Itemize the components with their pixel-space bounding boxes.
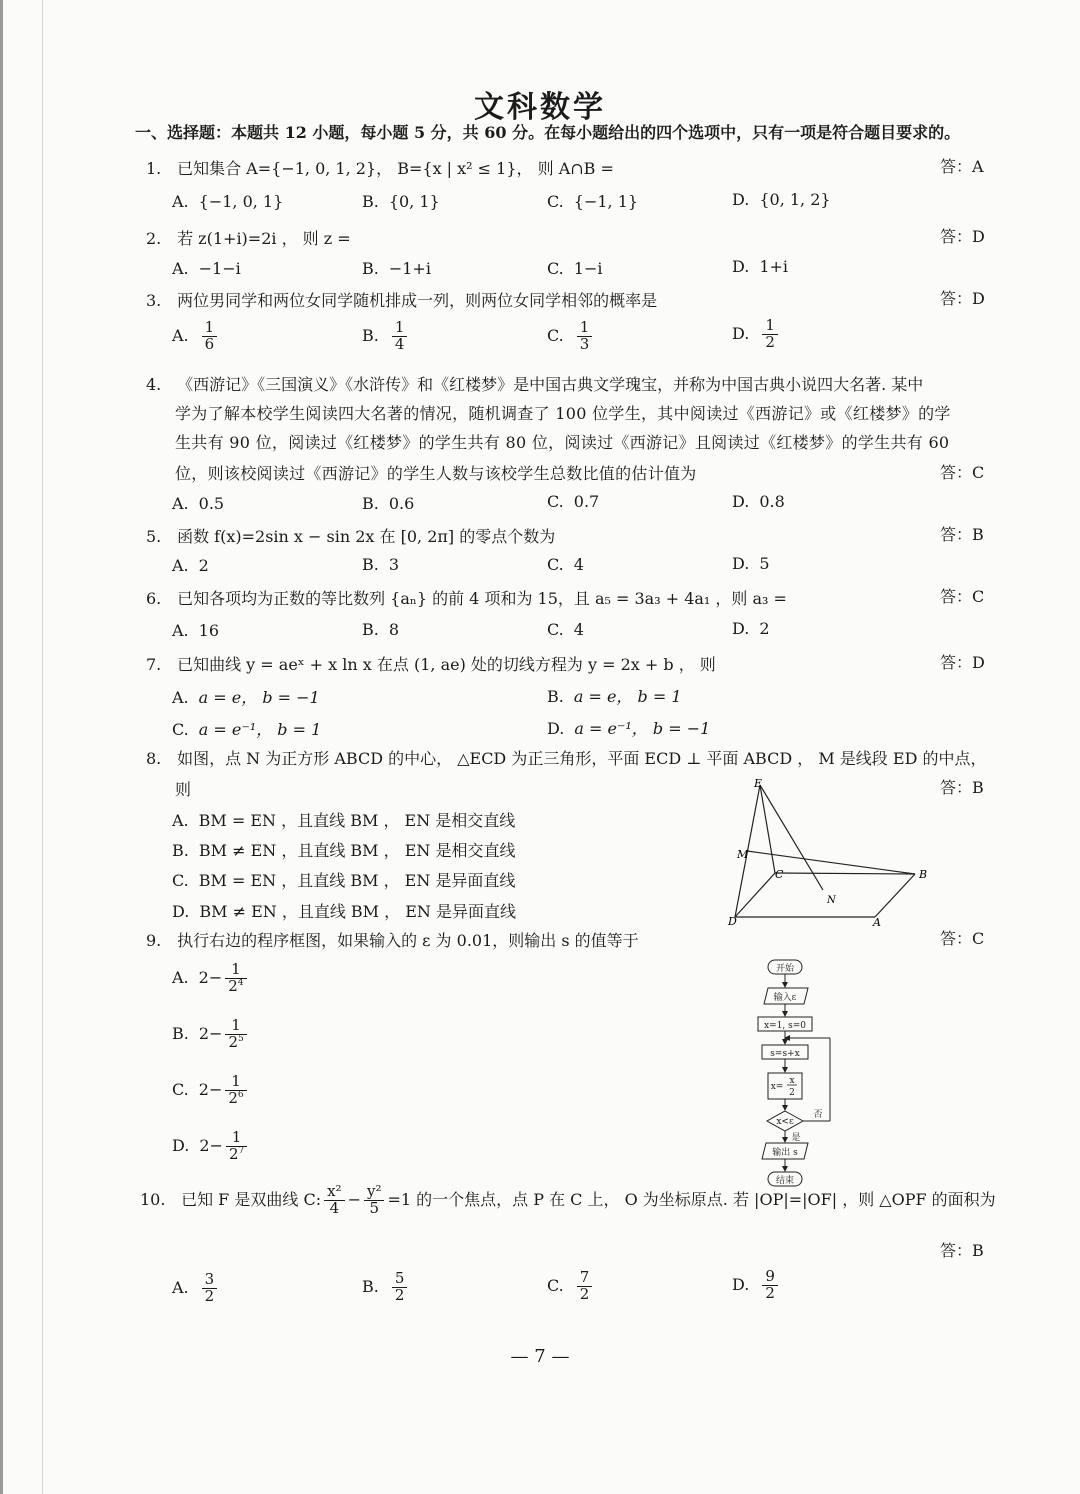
option-a (172, 685, 320, 708)
question-3 (146, 288, 657, 311)
question-stem-continued: =1 的一个焦点，点 P 在 C 上， O 为坐标原点. 若 |OP|=|OF| ，则 △OPF 的面积为 (387, 1189, 996, 1209)
option-b (362, 494, 414, 513)
vertex-label-n: N (827, 895, 836, 906)
option-label: A. (172, 494, 189, 513)
question-number: 2. (146, 229, 162, 248)
edge-CB (775, 873, 915, 874)
option-b (172, 838, 516, 861)
option-d (172, 1130, 250, 1163)
option-label: A. (172, 325, 189, 345)
flow-yes-label: 是 (791, 1133, 801, 1143)
option-a (172, 259, 241, 278)
option-label: A. (172, 811, 189, 830)
flow-init-text: x=1, s=0 (764, 1021, 806, 1031)
option-b (362, 259, 431, 278)
flow-output-text: 输出 s (772, 1148, 798, 1158)
option-b (362, 192, 440, 211)
question-number: 1. (146, 159, 162, 178)
option-label: A. (172, 621, 189, 640)
vertex-label-a: A (873, 916, 881, 929)
option-c (547, 620, 584, 639)
option-label: A. (172, 1277, 189, 1297)
option-label: A. (172, 192, 189, 211)
option-text: 3 (388, 555, 400, 574)
question-6 (146, 586, 787, 609)
option-label: C. (547, 259, 564, 278)
answer-2: 答：D (940, 227, 985, 246)
question-number: 4. (146, 375, 162, 394)
option-d (732, 1269, 781, 1302)
question-4 (146, 372, 923, 395)
question-2 (146, 226, 351, 249)
option-text: 0.8 (759, 492, 785, 511)
option-text: 0.6 (388, 494, 415, 513)
option-d (732, 492, 785, 511)
option-b (172, 1018, 250, 1051)
option-text: {0, 1} (388, 192, 440, 211)
option-text: 16 (198, 621, 219, 640)
vertex-label-m: M (737, 848, 749, 861)
option-text: −1−i (198, 259, 241, 278)
question-stem: 《西游记》《三国演义》《水浒传》和《红楼梦》是中国古典文学瑰宝，并称为中国古典小说四大名著. 某中 (177, 375, 924, 394)
denominator: 5 (369, 1198, 379, 1217)
option-d (172, 899, 516, 922)
question-stem: 已知集合 A={−1, 0, 1, 2}， B={x | x² ≤ 1}， 则 A∩B = (177, 159, 614, 178)
flow-input-text: 输入ε (773, 993, 797, 1003)
vertex-label-c: C (775, 868, 784, 881)
option-text: a = e⁻¹， b = −1 (574, 719, 711, 738)
option-b (362, 320, 410, 353)
option-label: D. (732, 323, 750, 343)
numerator: 1 (762, 318, 778, 335)
option-a (172, 556, 209, 575)
option-label: B. (362, 494, 379, 513)
base: 2 (228, 976, 238, 995)
numerator: 1 (225, 1018, 246, 1035)
option-label: A. (172, 967, 189, 987)
question-stem-line: 生共有 90 位，阅读过《红楼梦》的学生共有 80 位，阅读过《西游记》且阅读过《红楼梦》的学生共有 60 (175, 433, 950, 452)
option-c (172, 717, 321, 740)
option-d (732, 554, 770, 573)
base: 2 (228, 1144, 239, 1163)
exponent: 6 (237, 1089, 244, 1100)
scan-edge (0, 0, 3, 1494)
fraction (577, 1270, 593, 1303)
fraction (577, 320, 593, 353)
exponent: 7 (238, 1145, 245, 1156)
option-d (732, 257, 788, 276)
answer-8: 答：B (940, 778, 984, 797)
fraction (226, 1130, 247, 1163)
option-b (547, 684, 682, 707)
option-label: B. (362, 555, 379, 574)
option-label: B. (362, 259, 379, 278)
option-text: a = e⁻¹， b = 1 (198, 720, 322, 739)
option-label: B. (172, 1023, 189, 1043)
option-label: D. (172, 902, 190, 921)
fraction (392, 320, 408, 353)
exponent: 5 (237, 1033, 244, 1044)
option-c (547, 192, 638, 211)
option-label: D. (732, 257, 750, 276)
option-label: B. (362, 620, 379, 639)
option-text: a = e， b = −1 (198, 688, 320, 707)
numerator: 3 (202, 1272, 218, 1289)
question-number: 10. (140, 1189, 166, 1209)
option-c (172, 868, 515, 891)
option-label: D. (732, 190, 750, 209)
option-a (172, 192, 283, 211)
fraction (762, 1269, 778, 1302)
denominator (225, 976, 246, 995)
numerator: 1 (392, 320, 408, 337)
option-text: 0.7 (573, 492, 600, 511)
answer-10: 答：B (940, 1241, 984, 1260)
question-10 (140, 1184, 996, 1217)
numerator: 1 (225, 1074, 246, 1091)
option-text: 2− (198, 1023, 223, 1043)
numerator: 1 (577, 320, 593, 337)
option-text: −1+i (388, 259, 431, 278)
option-label: C. (172, 720, 189, 739)
option-c (547, 1270, 595, 1303)
denominator: 2 (765, 332, 775, 351)
flow-update-s-text: s=s+x (770, 1049, 800, 1059)
option-text: BM = EN ，且直线 BM ， EN 是异面直线 (198, 871, 516, 890)
denominator: 4 (394, 334, 405, 353)
option-text: {−1, 0, 1} (198, 192, 284, 211)
answer-1: 答：A (940, 157, 984, 176)
option-d (732, 318, 781, 351)
page-title: 文科数学 (474, 90, 606, 125)
flow-start-text: 开始 (775, 964, 795, 974)
option-label: B. (362, 325, 379, 345)
fraction (324, 1184, 344, 1217)
question-9 (146, 928, 639, 951)
question-stem: 函数 f(x)=2sin x − sin 2x 在 [0, 2π] 的零点个数为 (177, 527, 556, 546)
option-b (362, 620, 399, 639)
option-text: BM ≠ EN ，且直线 BM ， EN 是异面直线 (199, 902, 516, 921)
option-text: 2− (198, 967, 223, 987)
option-a (172, 494, 224, 513)
denominator (225, 1032, 246, 1051)
denominator (226, 1144, 247, 1163)
edge-DC (735, 873, 775, 917)
flow-no-label: 否 (813, 1110, 823, 1120)
option-c (547, 492, 599, 511)
fraction (225, 1018, 246, 1051)
option-text: 2− (199, 1135, 223, 1155)
question-number: 9. (146, 931, 162, 950)
fraction (392, 1271, 408, 1304)
option-text: 8 (388, 620, 400, 639)
fraction (225, 962, 246, 995)
numerator: 1 (226, 1130, 247, 1147)
question-stem-line: 则 (175, 780, 192, 799)
option-d (547, 716, 710, 739)
flow-update-x-lhs: x= (770, 1082, 784, 1092)
geometry-figure (725, 775, 928, 930)
flow-end-text: 结束 (775, 1176, 795, 1186)
numerator: 9 (762, 1269, 778, 1286)
option-label: D. (732, 492, 750, 511)
question-stem: 两位男同学和两位女同学随机排成一列，则两位女同学相邻的概率是 (177, 291, 658, 310)
binding-line (42, 0, 43, 1494)
denominator (225, 1088, 246, 1107)
vertex-label-e: E (754, 777, 763, 790)
question-stem: 若 z(1+i)=2i ， 则 z = (177, 229, 351, 248)
question-1 (146, 156, 614, 179)
numerator: 1 (225, 962, 246, 979)
option-text: 1−i (573, 259, 603, 278)
option-text: a = e， b = 1 (573, 687, 682, 706)
edge-AB (875, 874, 915, 917)
option-text: {−1, 1} (573, 192, 639, 211)
denominator: 6 (204, 334, 215, 353)
option-text: 5 (759, 554, 770, 573)
fraction (364, 1184, 385, 1217)
question-stem-line: 位，则该校阅读过《西游记》的学生人数与该校学生总数比值的估计值为 (175, 464, 697, 483)
option-c (547, 259, 602, 278)
option-label: D. (732, 1274, 750, 1294)
vertex-label-d: D (728, 915, 737, 928)
option-text: BM = EN ，且直线 BM ， EN 是相交直线 (198, 811, 516, 830)
flowchart (750, 958, 840, 1190)
option-label: A. (172, 259, 189, 278)
question-number: 5. (146, 527, 162, 546)
option-label: B. (547, 687, 564, 706)
fraction (202, 1272, 218, 1305)
answer-6: 答：C (940, 587, 985, 606)
fraction (225, 1074, 246, 1107)
flow-update-x-den: 2 (789, 1088, 795, 1098)
exponent: 4 (237, 977, 244, 988)
question-stem-line: 学为了解本校学生阅读四大名著的情况，随机调查了 100 位学生，其中阅读过《西游记》或《红楼梦》的学 (175, 404, 951, 423)
option-label: C. (547, 620, 564, 639)
numerator: x² (324, 1184, 344, 1201)
option-text: 4 (573, 555, 584, 574)
option-label: B. (362, 1276, 379, 1296)
question-stem: 如图，点 N 为正方形 ABCD 的中心， △ECD 为正三角形，平面 ECD ⊥ 平面 ABCD ， M 是线段 ED 的中点， (177, 749, 987, 768)
question-8 (146, 746, 987, 769)
denominator: 4 (329, 1198, 340, 1217)
option-label: D. (547, 719, 565, 738)
option-b (362, 1271, 410, 1304)
answer-9: 答：C (940, 929, 985, 948)
option-label: C. (547, 325, 564, 345)
question-7 (146, 652, 716, 675)
minus-sign: − (347, 1189, 361, 1209)
option-label: B. (362, 192, 379, 211)
answer-4: 答：C (940, 463, 985, 482)
question-number: 3. (146, 291, 162, 310)
question-stem: 已知各项均为正数的等比数列 {aₙ} 的前 4 项和为 15，且 a₅ = 3a₃ + 4a₁ ，则 a₃ = (177, 589, 787, 608)
option-text: BM ≠ EN ，且直线 BM ， EN 是相交直线 (198, 841, 516, 860)
option-label: D. (732, 554, 750, 573)
numerator: y² (364, 1184, 385, 1201)
numerator: 7 (577, 1270, 593, 1287)
flow-condition-text: x<ε (776, 1117, 794, 1127)
flow-update-x-num: x (789, 1076, 795, 1086)
denominator: 2 (765, 1283, 775, 1302)
option-label: D. (732, 619, 750, 638)
option-d (732, 190, 831, 209)
page-number: — 7 — (510, 1346, 570, 1367)
option-a (172, 962, 250, 995)
option-c (172, 1074, 250, 1107)
option-label: C. (547, 1275, 564, 1295)
denominator: 2 (579, 1284, 590, 1303)
question-number: 7. (146, 655, 162, 674)
answer-3: 答：D (940, 289, 985, 308)
denominator: 3 (579, 334, 590, 353)
question-stem: 已知曲线 y = aeˣ + x ln x 在点 (1, ae) 处的切线方程为 y = 2x + b ， 则 (177, 655, 716, 674)
option-text: 2 (759, 619, 770, 638)
numerator: 5 (392, 1271, 408, 1288)
fraction (762, 318, 778, 351)
answer-5: 答：B (940, 525, 984, 544)
option-label: B. (172, 841, 189, 860)
option-label: A. (172, 688, 189, 707)
option-d (732, 619, 770, 638)
option-text: 4 (573, 620, 584, 639)
base: 2 (228, 1032, 238, 1051)
question-stem: 执行右边的程序框图，如果输入的 ε 为 0.01，则输出 s 的值等于 (177, 931, 639, 950)
option-a (172, 808, 515, 831)
option-label: C. (547, 492, 564, 511)
segment-MB (747, 851, 915, 874)
option-text: 1+i (759, 257, 789, 276)
numerator: 1 (202, 320, 218, 337)
question-stem: 已知 F 是双曲线 C: (181, 1189, 322, 1209)
option-label: C. (172, 1079, 189, 1099)
option-text: {0, 1, 2} (759, 190, 831, 209)
answer-7: 答：D (940, 653, 985, 672)
fraction (202, 320, 218, 353)
option-text: 2− (198, 1079, 223, 1099)
option-c (547, 555, 584, 574)
section-heading: 一、选择题：本题共 12 小题，每小题 5 分，共 60 分。在每小题给出的四个选项中，只有一项是符合题目要求的。 (135, 123, 961, 142)
option-label: A. (172, 556, 189, 575)
option-c (547, 320, 595, 353)
option-label: C. (172, 871, 189, 890)
option-a (172, 621, 219, 640)
base: 2 (228, 1088, 238, 1107)
option-a (172, 320, 220, 353)
question-number: 8. (146, 749, 162, 768)
option-label: C. (547, 555, 564, 574)
option-b (362, 555, 399, 574)
option-label: C. (547, 192, 564, 211)
denominator: 2 (204, 1286, 215, 1305)
question-5 (146, 524, 555, 547)
vertex-label-b: B (919, 868, 928, 881)
option-text: 2 (198, 556, 209, 575)
question-number: 6. (146, 589, 162, 608)
denominator: 2 (394, 1285, 405, 1304)
option-text: 0.5 (198, 494, 225, 513)
option-label: D. (172, 1135, 190, 1155)
option-a (172, 1272, 220, 1305)
